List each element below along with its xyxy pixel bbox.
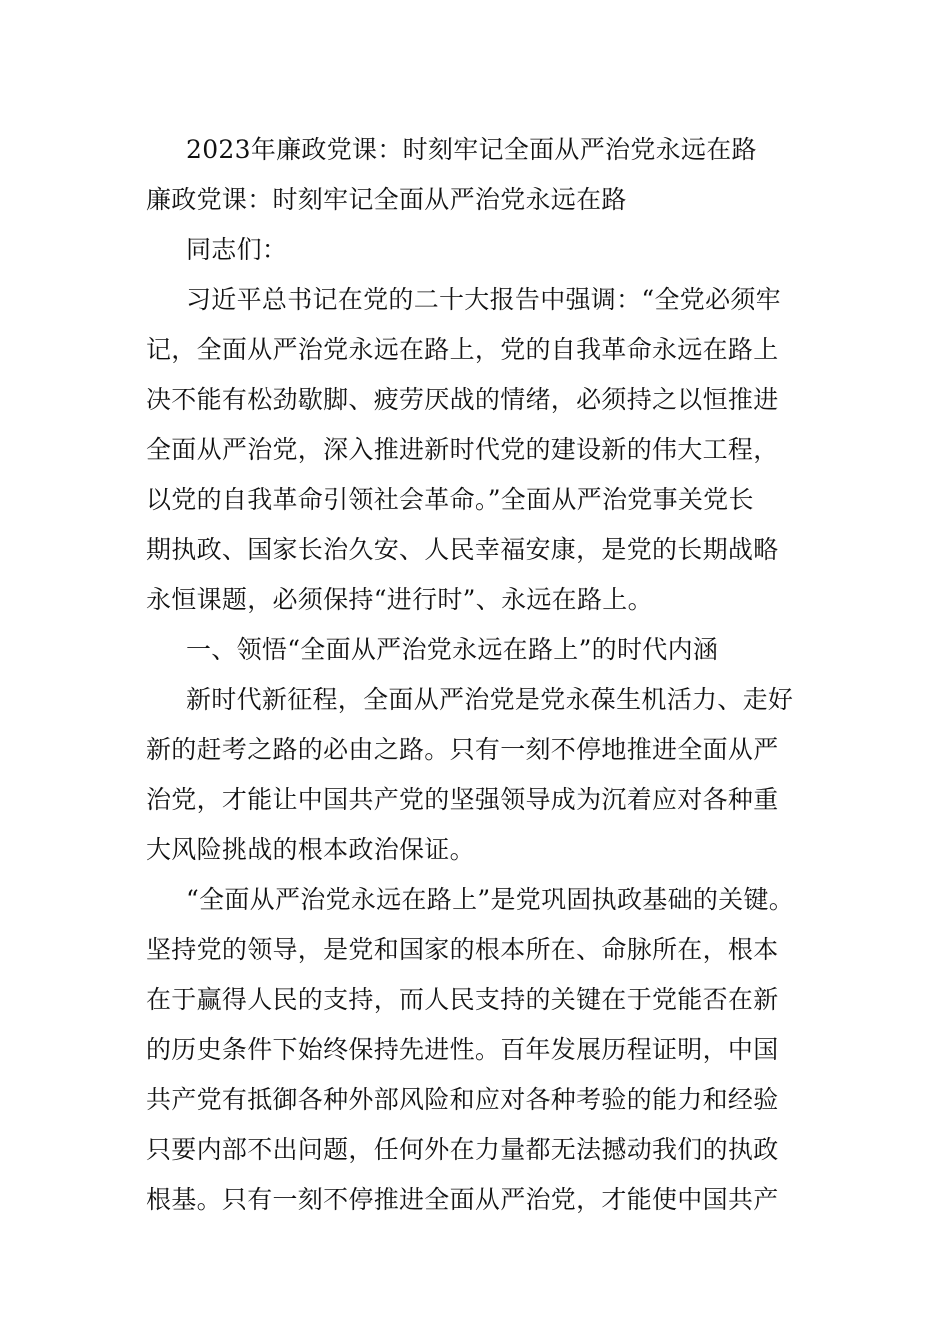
paragraph-line: 全面从严治党，深入推进新时代党的建设新的伟大工程， [146, 435, 779, 464]
paragraph-line: 决不能有松劲歇脚、疲劳厌战的情绪，必须持之以恒推进 [146, 385, 779, 414]
paragraph-line: “全面从严治党永远在路上”是党巩固执政基础的关键。 [186, 885, 795, 914]
paragraph-line: 的历史条件下始终保持先进性。百年发展历程证明，中国 [146, 1035, 779, 1064]
paragraph-line: 新时代新征程，全面从严治党是党永葆生机活力、走好 [186, 685, 794, 714]
greeting: 同志们： [186, 235, 288, 264]
paragraph-line: 大风险挑战的根本政治保证。 [146, 835, 475, 864]
paragraph-line: 记，全面从严治党永远在路上，党的自我革命永远在路上 [146, 335, 779, 364]
section-heading: 一、领悟“全面从严治党永远在路上”的时代内涵 [186, 635, 719, 664]
paragraph-line: 坚持党的领导，是党和国家的根本所在、命脉所在，根本 [146, 935, 779, 964]
document-subtitle: 廉政党课：时刻牢记全面从严治党永远在路 [146, 185, 627, 214]
paragraph-line: 治党，才能让中国共产党的坚强领导成为沉着应对各种重 [146, 785, 779, 814]
paragraph-line: 期执政、国家长治久安、人民幸福安康，是党的长期战略 [146, 535, 779, 564]
paragraph-line: 在于赢得人民的支持，而人民支持的关键在于党能否在新 [146, 985, 779, 1014]
paragraph-line: 习近平总书记在党的二十大报告中强调：“全党必须牢 [186, 285, 781, 314]
paragraph-line: 根基。只有一刻不停推进全面从严治党，才能使中国共产 [146, 1185, 779, 1214]
paragraph-line: 只要内部不出问题，任何外在力量都无法撼动我们的执政 [146, 1135, 779, 1164]
document-title: 2023年廉政党课：时刻牢记全面从严治党永远在路 [186, 135, 757, 164]
paragraph-line: 以党的自我革命引领社会革命。”全面从严治党事关党长 [146, 485, 754, 514]
paragraph-line: 新的赶考之路的必由之路。只有一刻不停地推进全面从严 [146, 735, 779, 764]
paragraph-line: 共产党有抵御各种外部风险和应对各种考验的能力和经验 [146, 1085, 779, 1114]
paragraph-line: 永恒课题，必须保持“进行时”、永远在路上。 [146, 585, 653, 614]
